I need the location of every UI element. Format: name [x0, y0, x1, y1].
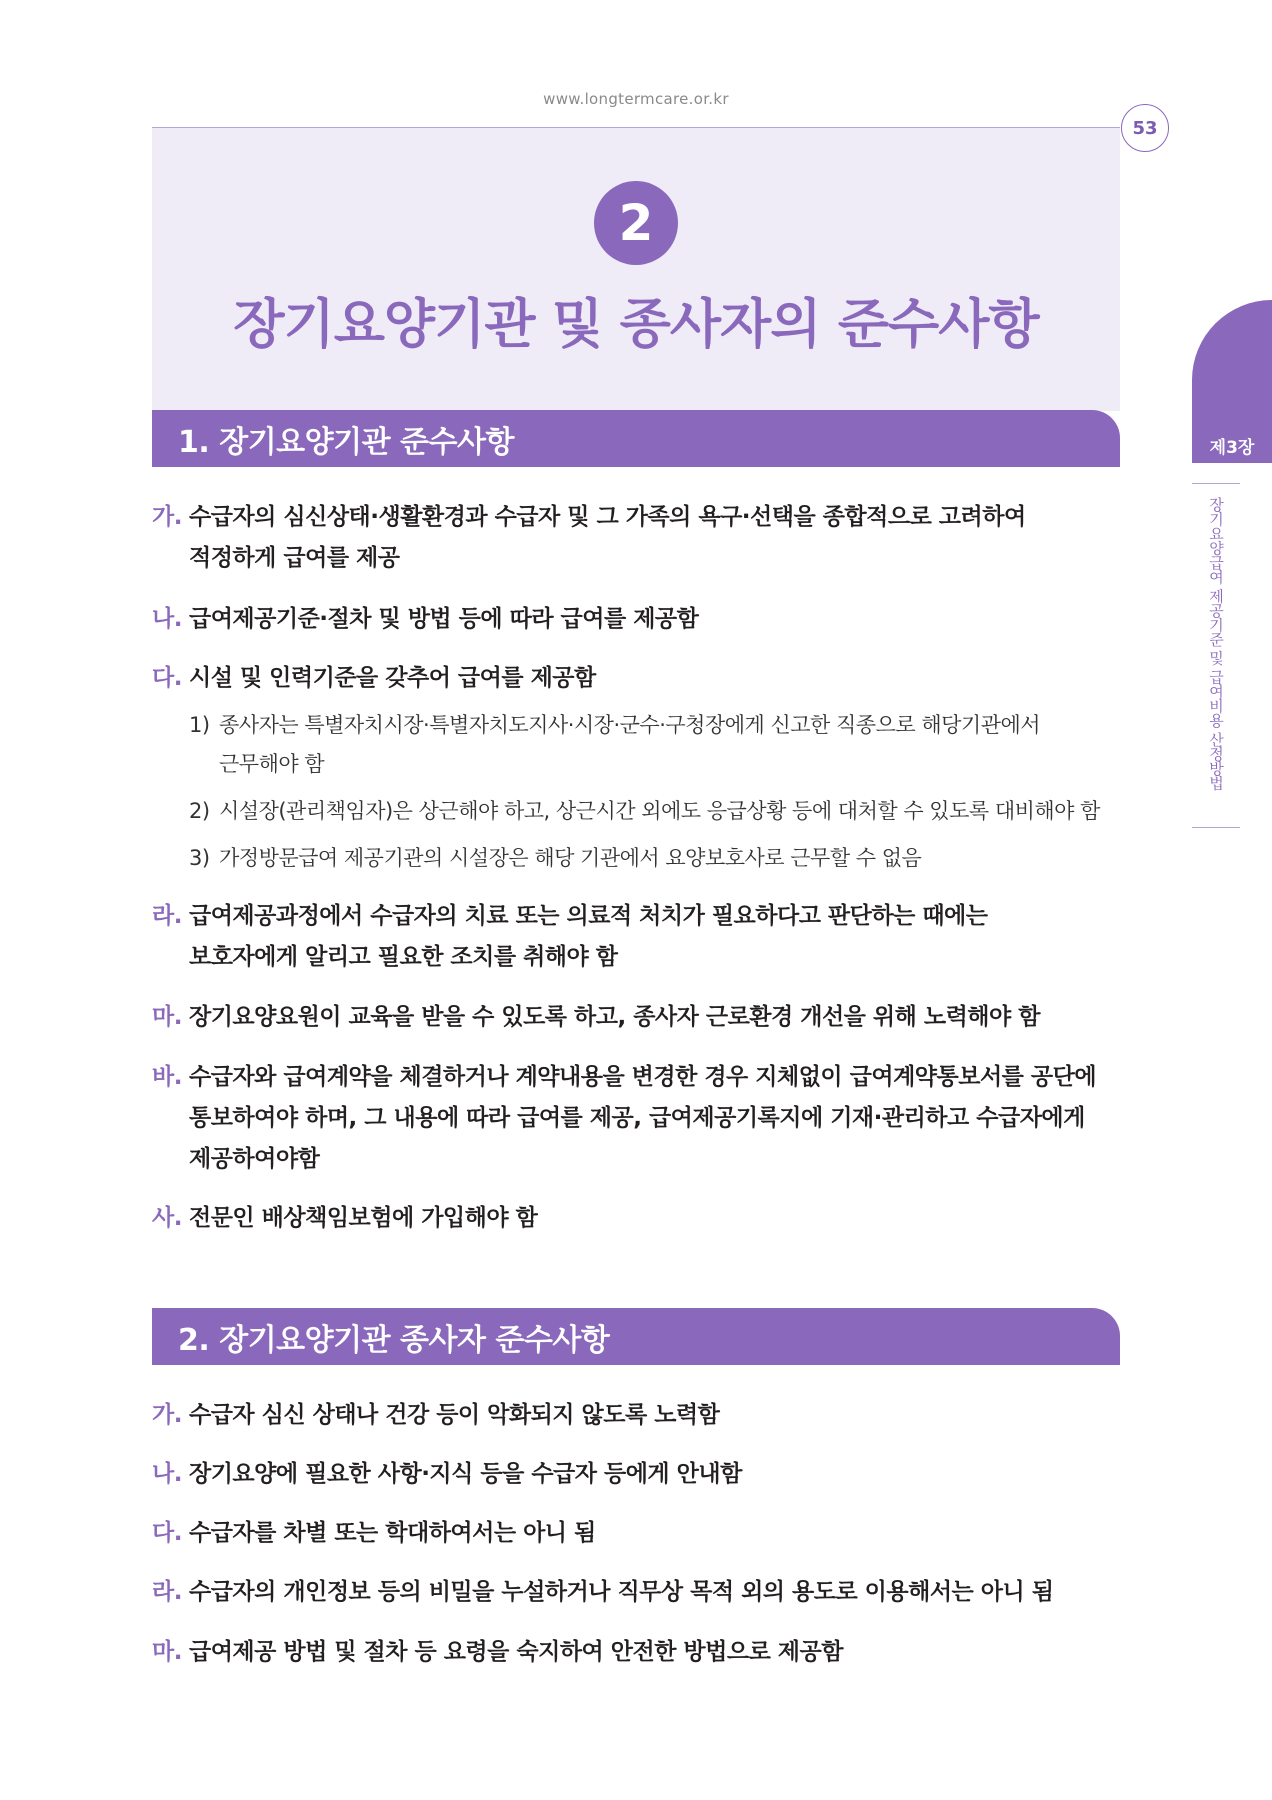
list-item [152, 1454, 1120, 1495]
item-text: 수급자의 심신상태·생활환경과 수급자 및 그 가족의 욕구·선택을 종합적으로 고려하여 [189, 504, 1026, 530]
item-text-cont: 통보하여야 하며, 그 내용에 따라 급여를 제공, 급여제공기록지에 기재·관리하고 수급자에게 [189, 1105, 1085, 1131]
list-item [152, 658, 1120, 699]
side-running-title: 장기요양급여 제공기준 및 급여비용 산정방법 [1207, 497, 1225, 790]
item-marker: 라. [152, 1579, 182, 1605]
list-item [152, 599, 1120, 640]
item-text-cont: 적정하게 급여를 제공 [189, 545, 400, 571]
item-text: 수급자와 급여계약을 체결하거나 계약내용을 변경한 경우 지체없이 급여계약통보서를 공단에 [189, 1064, 1097, 1090]
sub-list-item [189, 706, 1120, 784]
item-text: 급여제공기준·절차 및 방법 등에 따라 급여를 제공함 [189, 606, 699, 632]
item-marker: 사. [152, 1205, 182, 1231]
side-tab-label: 제3장 [1209, 438, 1255, 458]
item-marker: 가. [152, 504, 182, 530]
item-marker: 다. [152, 1520, 182, 1546]
item-marker: 바. [152, 1064, 182, 1090]
item-marker: 가. [152, 1402, 182, 1428]
sub-item-text: 종사자는 특별자치시장·특별자치도지사·시장·군수·구청장에게 신고한 직종으로 해당기관에서 [219, 713, 1041, 737]
item-text: 전문인 배상책임보험에 가입해야 함 [189, 1205, 538, 1231]
sub-item-text: 가정방문급여 제공기관의 시설장은 해당 기관에서 요양보호사로 근무할 수 없음 [219, 846, 922, 870]
list-item [152, 1632, 1120, 1673]
list-item [152, 1572, 1120, 1613]
item-marker: 라. [152, 903, 182, 929]
sub-item-marker: 1) [189, 713, 210, 737]
item-text: 급여제공 방법 및 절차 등 요령을 숙지하여 안전한 방법으로 제공함 [189, 1639, 843, 1665]
list-item [152, 1198, 1120, 1239]
list-item [152, 997, 1120, 1038]
item-text: 장기요양에 필요한 사항·지식 등을 수급자 등에게 안내함 [189, 1461, 742, 1487]
list-item [152, 497, 1120, 579]
side-divider-bottom [1192, 827, 1240, 828]
item-marker: 마. [152, 1004, 182, 1030]
list-item [152, 896, 1120, 978]
item-text: 장기요양요원이 교육을 받을 수 있도록 하고, 종사자 근로환경 개선을 위해 노력해야 함 [189, 1004, 1040, 1030]
chapter-number-badge: 2 [594, 181, 678, 265]
item-marker: 마. [152, 1639, 182, 1665]
item-text: 급여제공과정에서 수급자의 치료 또는 의료적 처치가 필요하다고 판단하는 때에는 [189, 903, 988, 929]
section-heading-2: 2. 장기요양기관 종사자 준수사항 [152, 1308, 1120, 1365]
sub-list-item [189, 792, 1120, 831]
item-text: 수급자를 차별 또는 학대하여서는 아니 됨 [189, 1520, 596, 1546]
sub-list-item [189, 839, 1120, 878]
chapter-banner [152, 128, 1120, 411]
list-item [152, 1513, 1120, 1554]
item-marker: 나. [152, 1461, 182, 1487]
sub-item-marker: 2) [189, 799, 210, 823]
item-text: 수급자 심신 상태나 건강 등이 악화되지 않도록 노력함 [189, 1402, 720, 1428]
item-text: 시설 및 인력기준을 갖추어 급여를 제공함 [189, 665, 596, 691]
sub-item-text-cont: 근무해야 함 [219, 752, 325, 776]
section-heading-1: 1. 장기요양기관 준수사항 [152, 410, 1120, 467]
item-text-cont: 보호자에게 알리고 필요한 조치를 취해야 함 [189, 944, 618, 970]
item-marker: 나. [152, 606, 182, 632]
list-item [152, 1395, 1120, 1436]
list-item [152, 1057, 1120, 1180]
item-text: 수급자의 개인정보 등의 비밀을 누설하거나 직무상 목적 외의 용도로 이용해서는 아니 됨 [189, 1579, 1054, 1605]
sub-item-marker: 3) [189, 846, 210, 870]
chapter-title: 장기요양기관 및 종사자의 준수사항 [233, 294, 1039, 355]
page-number: 53 [1121, 104, 1169, 152]
website-url: www.longtermcare.or.kr [543, 90, 729, 108]
item-text-cont: 제공하여야함 [189, 1146, 320, 1172]
sub-item-text: 시설장(관리책임자)은 상근해야 하고, 상근시간 외에도 응급상황 등에 대처할 수 있도록 대비해야 함 [219, 799, 1100, 823]
side-divider-top [1192, 483, 1240, 484]
item-marker: 다. [152, 665, 182, 691]
